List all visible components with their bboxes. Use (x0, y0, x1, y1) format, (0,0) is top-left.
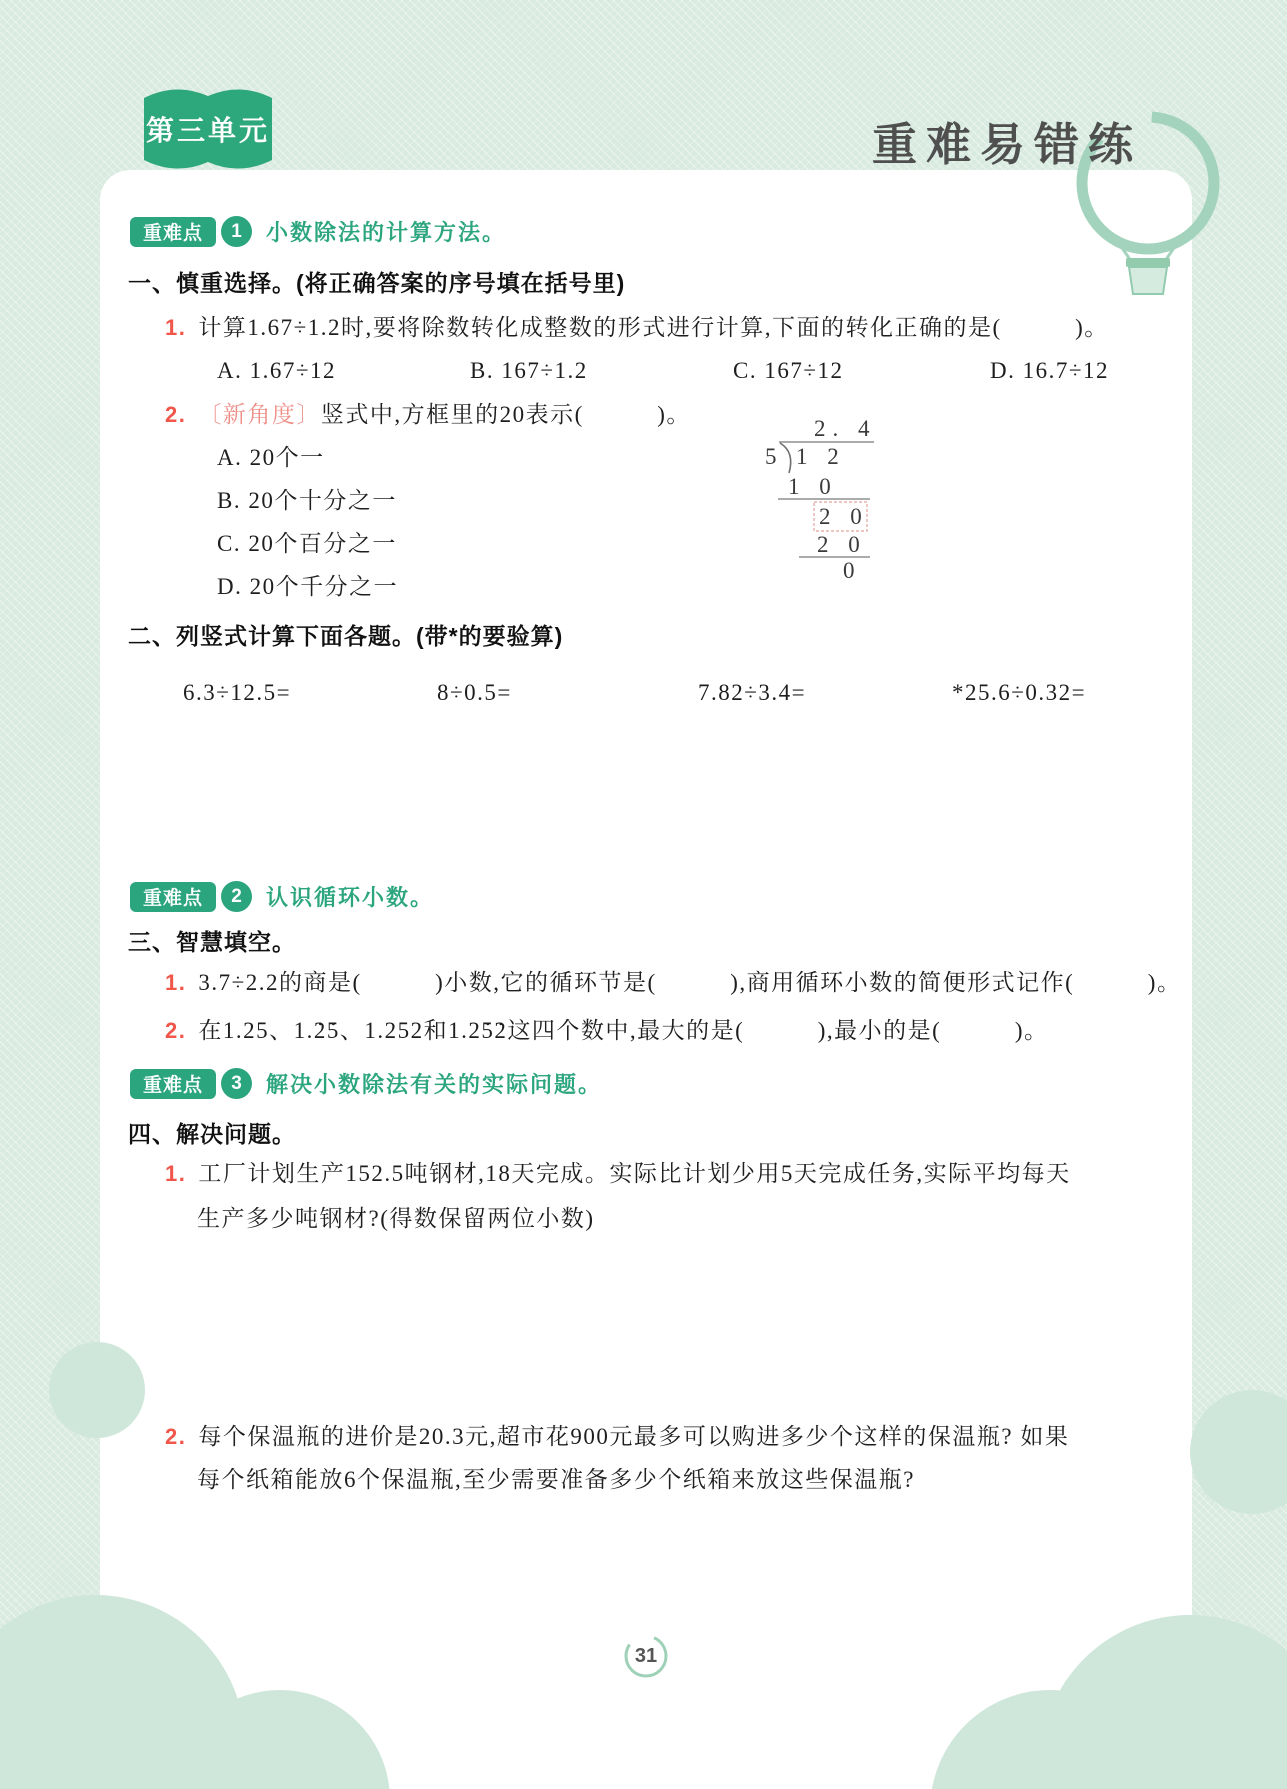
question-4-2-line1 (165, 1422, 1069, 1452)
heading-part-3: 三、智慧填空。 (128, 929, 296, 955)
question-1-1 (165, 313, 1109, 343)
keypoint-title-3: 解决小数除法有关的实际问题。 (266, 1072, 603, 1097)
question-4-2-line2: 每个纸箱能放6个保温瓶,至少需要准备多少个纸箱来放这些保温瓶? (197, 1467, 915, 1492)
keypoint-badge-2-label: 重难点 (130, 882, 216, 912)
question-3-1 (165, 968, 1181, 998)
unit-badge-label: 第三单元 (145, 115, 271, 146)
expression-1: 6.3÷12.5= (183, 680, 292, 705)
keypoint-badge-2 (130, 881, 434, 912)
page-title: 重难易错练 (872, 119, 1143, 170)
page-number: 31 (634, 1644, 658, 1667)
division-sub2: 2 0 (817, 532, 867, 557)
question-3-2 (165, 1016, 1049, 1046)
division-quotient: 2. 4 (814, 416, 877, 441)
heading-part-1: 一、慎重选择。(将正确答案的序号填在括号里) (128, 270, 626, 296)
question-text: 3.7÷2.2的商是( )小数,它的循环节是( ),商用循环小数的简便形式记作( )。 (198, 970, 1182, 995)
option-1-1-c: C. 167÷12 (733, 358, 844, 383)
keypoint-badge-1 (130, 216, 506, 247)
keypoint-title-2: 认识循环小数。 (266, 885, 435, 910)
option-1-2-a: A. 20个一 (217, 445, 325, 470)
option-1-2-d: D. 20个千分之一 (217, 574, 399, 599)
question-number: 1. (165, 970, 187, 995)
keypoint-title-1: 小数除法的计算方法。 (266, 220, 507, 245)
question-number: 2. (165, 1424, 187, 1449)
heading-part-2: 二、列竖式计算下面各题。(带*的要验算) (128, 623, 564, 649)
unit-badge (140, 80, 276, 185)
question-4-1-line2: 生产多少吨钢材?(得数保留两位小数) (197, 1206, 595, 1231)
question-number: 1. (165, 1161, 187, 1186)
expression-2: 8÷0.5= (437, 680, 512, 705)
division-boxed-value: 2 0 (819, 504, 869, 529)
division-remainder: 0 (843, 558, 862, 583)
question-text: 竖式中,方框里的20表示( )。 (320, 402, 691, 427)
keypoint-badge-1-label: 重难点 (130, 217, 216, 247)
question-4-1-line1 (165, 1159, 1071, 1189)
option-1-2-c: C. 20个百分之一 (217, 531, 397, 556)
question-number: 2. (165, 402, 187, 427)
question-text-recurring-decimals: 在1.25、1.2 •5 •、1.252和1.25 •2 •这四个数中,最大的是( ),最小的是( )。 (198, 1018, 1048, 1043)
cloud-decoration (49, 1342, 145, 1438)
division-sub1: 1 0 (788, 474, 838, 499)
question-1-2 (165, 400, 691, 430)
keypoint-badge-3-number: 3 (221, 1068, 252, 1099)
option-1-2-b: B. 20个十分之一 (217, 488, 397, 513)
keypoint-badge-1-number: 1 (221, 216, 252, 247)
option-1-1-d: D. 16.7÷12 (990, 358, 1109, 383)
division-dividend: 1 2 (796, 444, 846, 469)
option-1-1-a: A. 1.67÷12 (217, 358, 336, 383)
keypoint-badge-3-label: 重难点 (130, 1069, 216, 1099)
keypoint-badge-3 (130, 1068, 602, 1099)
question-text: 每个保温瓶的进价是20.3元,超市花900元最多可以购进多少个这样的保温瓶? 如果 (198, 1424, 1070, 1449)
expression-4: *25.6÷0.32= (952, 680, 1087, 705)
expression-3: 7.82÷3.4= (698, 680, 807, 705)
question-text: 工厂计划生产152.5吨钢材,18天完成。实际比计划少用5天完成任务,实际平均每天 (198, 1161, 1071, 1186)
question-text: 计算1.67÷1.2时,要将除数转化成整数的形式进行计算,下面的转化正确的是( )。 (198, 315, 1109, 340)
division-divisor: 5 (765, 444, 784, 469)
heading-part-4: 四、解决问题。 (128, 1121, 296, 1147)
long-division-figure (762, 406, 880, 589)
question-number: 1. (165, 315, 187, 340)
option-1-1-b: B. 167÷1.2 (470, 358, 588, 383)
page-number-ornament (622, 1632, 670, 1680)
question-tag: 〔新角度〕 (198, 402, 321, 427)
question-number: 2. (165, 1018, 187, 1043)
cloud-decoration (1190, 1390, 1287, 1514)
keypoint-badge-2-number: 2 (221, 881, 252, 912)
